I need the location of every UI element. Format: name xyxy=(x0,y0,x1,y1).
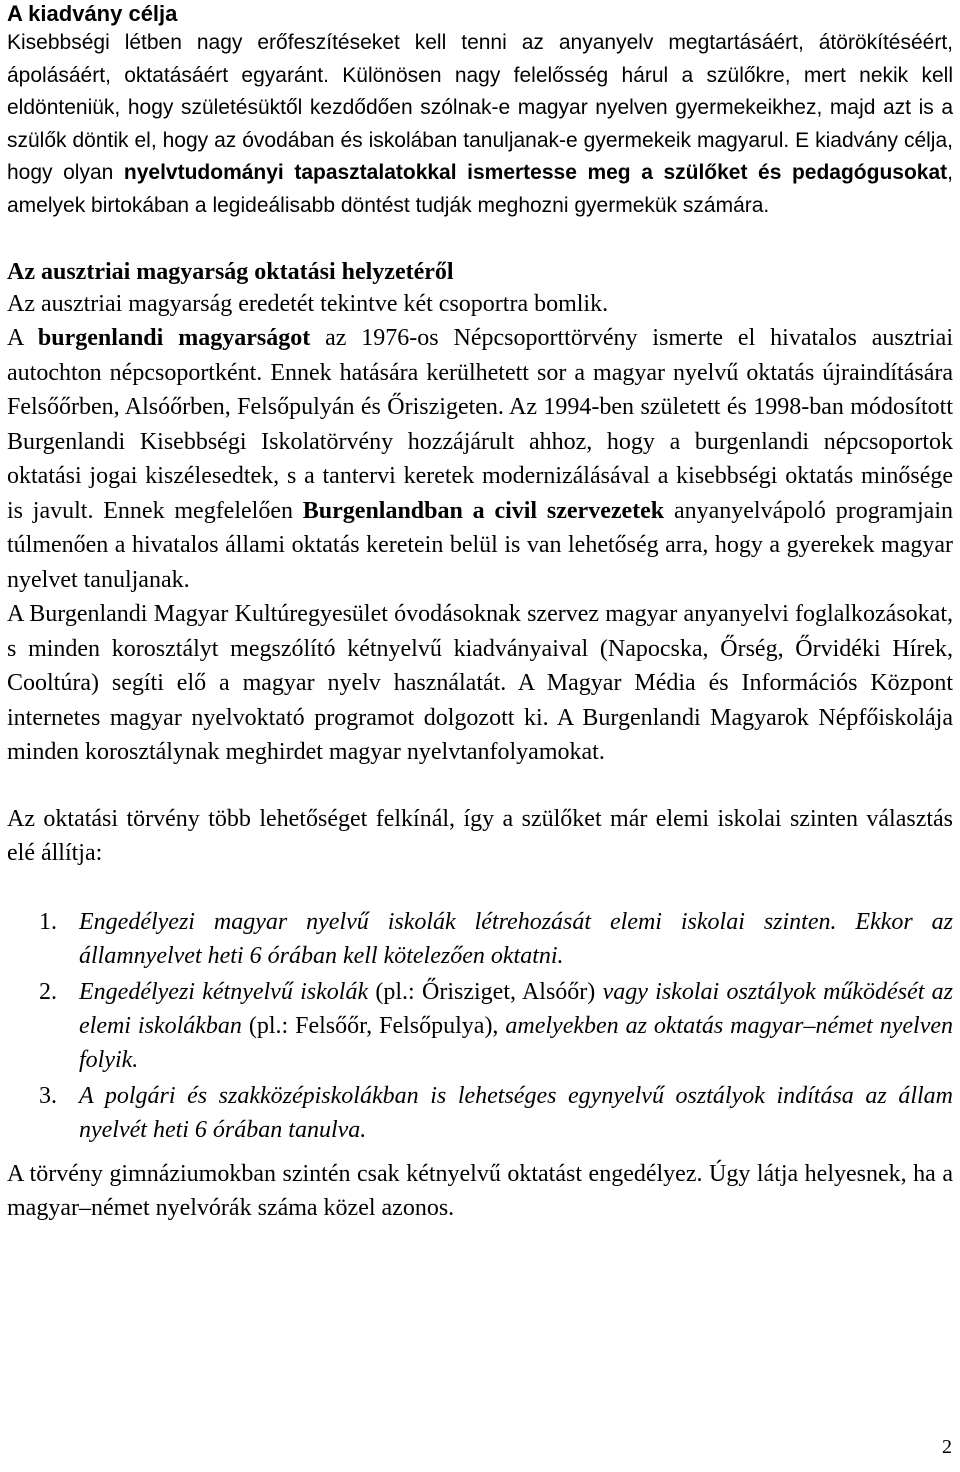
purpose-text-a: Kisebbségi létben nagy erőfeszítéseket kell tenni az anyanyelv megtartásáért, átörökítéséért, ápolásáért, oktatásáért egyaránt. Különösen nagy felelősség hárul a szülőkre, mert nekik kell eldönteniük, hogy születésüktől kezdődően szólnak-e magyar nyelven gyermekeikhez, majd azt is a szülők döntik el, hogy az óvodában és iskolában tanuljanak-e gyermekeik magyarul. E kiadvány célja, hogy olyan xyxy=(7,31,953,185)
burgenland-bold-2: Burgenlandban a civil szervezetek xyxy=(302,497,665,524)
organizations-paragraph: A Burgenlandi Magyar Kultúregyesület óvodásoknak szervez magyar anyanyelvi foglalkozásokat, s minden korosztályt megszólító kétnyelvű kiadványaival (Napocska, Őrség, Őrvidéki Hírek, Cooltúra) segíti elő a magyar nyelv használatát. A Magyar Média és Információs Központ internetes magyar nyelvoktató programot dolgozott ki. A Burgenlandi Magyarok Népfőiskolája minden korosztálynak meghirdet magyar nyelvtanfolyamokat. xyxy=(7,601,953,766)
list-item-plain: (pl.: Felsőőr, Felsőpulya), xyxy=(241,1012,506,1039)
law-intro-paragraph: Az oktatási törvény több lehetőséget felkínál, így a szülőket már elemi iskolai szinten választás elé állítja: xyxy=(7,805,953,867)
list-item-number: 3. xyxy=(39,1082,57,1109)
burgenland-text-a: A xyxy=(7,325,38,352)
list-item-number: 2. xyxy=(39,978,57,1005)
spacer xyxy=(7,770,953,802)
list-item xyxy=(7,1079,953,1147)
section-heading-purpose: A kiadvány célja xyxy=(7,1,178,26)
burgenland-text-b: az 1976-os Népcsoporttörvény ismerte el hivatalos ausztriai autochton népcsoportként. Ennek hatására kerülhetett sor a magyar nyelvű oktatás újraindítására Felsőőrben, Alsóőrben, Felsőpulyán és Őriszigeten. Az 1994-ben született és 1998-ban módosított Burgenlandi Kisebbségi Iskolatörvény hozzájárult ahhoz, hogy a burgenlandi népcsoportok oktatási jogai kiszélesedtek, s a tantervi keretek modernizálásával a kisebbségi oktatás minősége is javult. Ennek megfelelően xyxy=(7,325,953,524)
list-item-number: 1. xyxy=(39,908,57,935)
closing-paragraph: A törvény gimnáziumokban szintén csak kétnyelvű oktatást engedélyez. Úgy látja helyesnek, ha a magyar–német nyelvórák száma közel azonos. xyxy=(7,1160,953,1222)
list-item-plain: (pl.: Őrisziget, Alsóőr) xyxy=(368,978,603,1005)
list-item-italic: Engedélyezi magyar nyelvű iskolák létrehozását elemi iskolai szinten. Ekkor az államnyelvet heti 6 órában kell kötelezően oktatni. xyxy=(79,908,953,969)
burgenland-text-c: anyanyelvápoló programjain túlmenően a hivatalos állami oktatás keretein belül is van lehetőség arra, hogy a gyerekek magyar nyelvet tanuljanak. xyxy=(7,497,953,593)
list-item xyxy=(7,905,953,973)
document-page xyxy=(7,0,953,1226)
purpose-text-bold: nyelvtudományi tapasztalatokkal ismertesse meg a szülőket és pedagógusokat xyxy=(123,161,948,185)
list-item-italic: vagy iskolai osztályok működését az elemi iskolákban xyxy=(79,978,953,1039)
list-item xyxy=(7,975,953,1077)
purpose-paragraph xyxy=(7,27,953,223)
purpose-text-c: , amelyek birtokában a legideálisabb döntést tudják meghozni gyermekük számára. xyxy=(7,161,953,217)
list-item-italic: Engedélyezi kétnyelvű iskolák xyxy=(79,978,369,1005)
list-item-italic: amelyekben az oktatás magyar–német nyelven folyik. xyxy=(79,1012,954,1073)
law-options-list xyxy=(7,905,953,1147)
page-number: 2 xyxy=(942,1436,952,1458)
list-item-italic: A polgári és szakközépiskolákban is lehetséges egynyelvű osztályok indítása az állam nyelvét heti 6 órában tanulva. xyxy=(79,1082,953,1143)
education-intro-line: Az ausztriai magyarság eredetét tekintve két csoportra bomlik. xyxy=(7,290,609,317)
section-heading-education: Az ausztriai magyarság oktatási helyzetéről xyxy=(7,258,454,285)
burgenland-paragraph xyxy=(7,321,953,597)
burgenland-bold-1: burgenlandi magyarságot xyxy=(37,325,311,352)
